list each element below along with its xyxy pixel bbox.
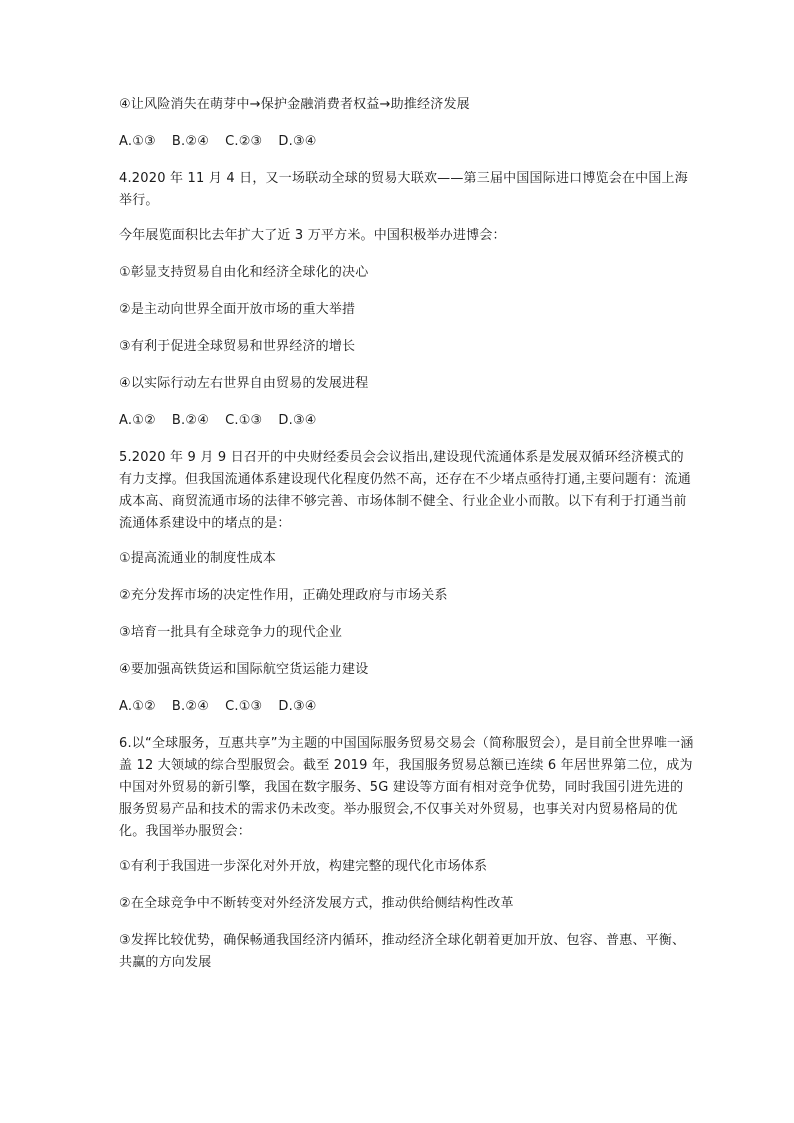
q3-options <box>119 131 694 153</box>
q6-item-3: ③发挥比较优势，确保畅通我国经济内循环，推动经济全球化朝着更加开放、包容、普惠、平衡、共赢的方向发展 <box>119 933 686 970</box>
q6-item-2: ②在全球竞争中不断转变对外经济发展方式，推动供给侧结构性改革 <box>119 896 514 911</box>
q4-item-4: ④以实际行动左右世界自由贸易的发展进程 <box>119 376 369 391</box>
q5-option-d: D.③④ <box>278 699 317 714</box>
q4-item-1: ①彰显支持贸易自由化和经济全球化的决心 <box>119 265 369 280</box>
q5-item-1: ①提高流通业的制度性成本 <box>119 551 277 566</box>
q3-option-d: D.③④ <box>278 134 317 149</box>
q3-item-4: ④让风险消失在萌芽中→保护金融消费者权益→助推经济发展 <box>119 97 470 112</box>
q4-stem-1: 4.2020 年 11 月 4 日，又一场联动全球的贸易大联欢——第三届中国国际进口博览会在中国上海举行。 <box>119 171 688 208</box>
q6-stem: 6.以“全球服务，互惠共享”为主题的中国国际服务贸易交易会（简称服贸会），是目前全世界唯一涵盖 12 大领域的综合型服贸会。截至 2019 年，我国服务贸易总额已连续 6 年居世界第二位，成为中国对外贸易的新引擎，我国在数字服务、5G 建设等方面有相对竞争优势，同时我国引进先进的服务贸易产品和技术的需求仍未改变。举办服贸会,不仅事关对外贸易，也事关对内贸易格局的优化。我国举办服贸会： <box>119 736 694 839</box>
q4-option-d: D.③④ <box>278 413 317 428</box>
q4-option-a: A.①② <box>119 413 156 428</box>
q5-option-b: B.②④ <box>171 699 210 714</box>
q3-option-c: C.②③ <box>225 134 263 149</box>
q4-item-3: ③有利于促进全球贸易和世界经济的增长 <box>119 339 356 354</box>
q5-item-3: ③培育一批具有全球竞争力的现代企业 <box>119 625 343 640</box>
q5-option-a: A.①② <box>119 699 156 714</box>
q4-option-c: C.①③ <box>225 413 263 428</box>
q3-option-a: A.①③ <box>119 134 156 149</box>
q5-option-c: C.①③ <box>225 699 263 714</box>
q5-stem: 5.2020 年 9 月 9 日召开的中央财经委员会会议指出,建设现代流通体系是发展双循环经济模式的有力支撑。但我国流通体系建设现代化程度仍然不高，还存在不少堵点亟待打通,主要问题有：流通成本高、商贸流通市场的法律不够完善、市场体制不健全、行业企业小而散。以下有利于打通当前流通体系建设中的堵点的是： <box>119 450 691 531</box>
q5-item-2: ②充分发挥市场的决定性作用，正确处理政府与市场关系 <box>119 588 448 603</box>
q5-item-4: ④要加强高铁货运和国际航空货运能力建设 <box>119 662 369 677</box>
q4-item-2: ②是主动向世界全面开放市场的重大举措 <box>119 302 356 317</box>
q4-options <box>119 410 694 432</box>
q5-options <box>119 696 694 718</box>
q3-option-b: B.②④ <box>171 134 210 149</box>
q6-item-1: ①有利于我国进一步深化对外开放，构建完整的现代化市场体系 <box>119 859 488 874</box>
q4-stem-2: 今年展览面积比去年扩大了近 3 万平方米。中国积极举办进博会： <box>119 228 506 243</box>
q4-option-b: B.②④ <box>171 413 210 428</box>
